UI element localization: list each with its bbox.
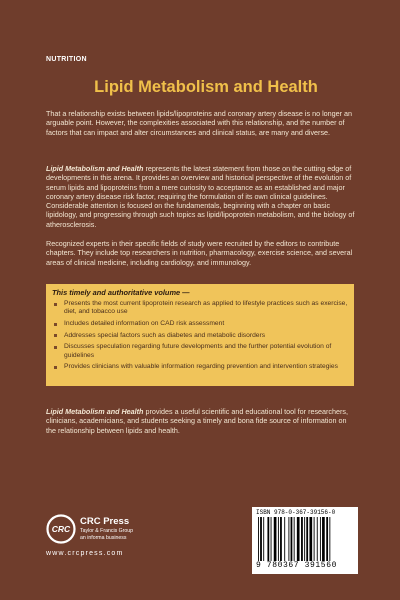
crc-logo-icon	[46, 514, 76, 544]
section-label: NUTRITION	[46, 56, 87, 63]
barcode-stripe	[301, 517, 303, 561]
barcode-stripe	[294, 517, 295, 561]
barcode-stripe	[306, 517, 308, 561]
description-paragraph	[46, 164, 356, 229]
barcode-stripe	[271, 517, 272, 561]
publisher-group: Taylor & Francis Group	[80, 528, 134, 534]
barcode-stripe	[288, 517, 289, 561]
list-item: Includes detailed information on CAD risk assessment	[52, 320, 348, 328]
contributors-paragraph: Recognized experts in their specific fields of study were recruited by the editors to contribute chapters. They include top researchers in nutrition, pharmacology, exercise science, and several areas of clinical medicine, including cardiology, and immunology.	[46, 239, 353, 267]
barcode-stripe	[309, 517, 312, 561]
publisher-logo	[46, 514, 166, 566]
list-item: Discusses speculation regarding future developments and the further potential evolution of guidelines	[52, 343, 348, 360]
list-item: Addresses special factors such as diabetes and metabolic disorders	[52, 332, 348, 340]
barcode-stripe	[326, 517, 328, 561]
barcode-stripe	[278, 517, 279, 561]
book-title: Lipid Metabolism and Health	[94, 78, 318, 96]
barcode-stripe	[304, 517, 305, 561]
list-item: Provides clinicians with valuable information regarding prevention and intervention strategies	[52, 363, 348, 371]
barcode-stripe	[322, 517, 325, 561]
barcode-stripe	[274, 517, 277, 561]
barcode-stripe	[280, 517, 282, 561]
barcode-stripe	[329, 517, 330, 561]
barcode-stripe	[260, 517, 262, 561]
features-box	[46, 284, 354, 386]
book-title-inline: Lipid Metabolism and Health	[46, 164, 144, 173]
crc-mark-text: CRC	[51, 524, 71, 534]
barcode-stripe	[297, 517, 300, 561]
list-item: Presents the most current lipoprotein research as applied to lifestyle practices such as exercise, diet, and tobacco use	[52, 300, 348, 317]
barcode-stripe	[320, 517, 321, 561]
barcode-stripe	[291, 517, 293, 561]
barcode-stripe	[284, 517, 285, 561]
barcode-stripe	[258, 517, 259, 561]
publisher-name: CRC Press	[80, 516, 130, 527]
closing-text: provides a useful scientific and educational tool for researchers, clinicians, academicians, and students seeking a timely and bona fide source of information on the relationship between lipids and health.	[46, 407, 349, 435]
closing-paragraph	[46, 407, 356, 435]
features-list	[52, 300, 348, 375]
barcode-stripe	[317, 517, 318, 561]
features-box-title: This timely and authoritative volume —	[52, 288, 190, 297]
barcode-stripe	[267, 517, 269, 561]
barcode-number: 9 780367 391560	[256, 561, 338, 570]
barcode-stripe	[314, 517, 315, 561]
publisher-tagline: an informa business	[80, 535, 127, 541]
isbn-text: ISBN 978-0-367-39156-0	[256, 509, 336, 516]
description-text: represents the latest statement from those on the cutting edge of developments in this arena. It provides an overview and historical perspective of the evolution of serum lipids and lipoproteins from a mere curiosity to acceptance as an established and major coronary artery disease risk factor, requiring the formulation of its own clinical guidelines. Considerable attention is focused on the fundamentals, beginning with a chapter on basic lipidology, and progressing through such topics as lipid/lipoprotein metabolism, and the biology of atherosclerosis.	[46, 164, 355, 229]
book-title-inline: Lipid Metabolism and Health	[46, 407, 144, 416]
barcode-stripe	[263, 517, 264, 561]
barcode-bars	[257, 517, 353, 561]
publisher-url[interactable]: www.crcpress.com	[46, 550, 124, 557]
intro-paragraph: That a relationship exists between lipids/lipoproteins and coronary artery disease is no longer an arguable point. However, the complexities associated with this relationship, and the number of factors that can impact and alter circumstances and clinical status, are many and diverse.	[46, 109, 353, 137]
barcode	[252, 507, 358, 574]
